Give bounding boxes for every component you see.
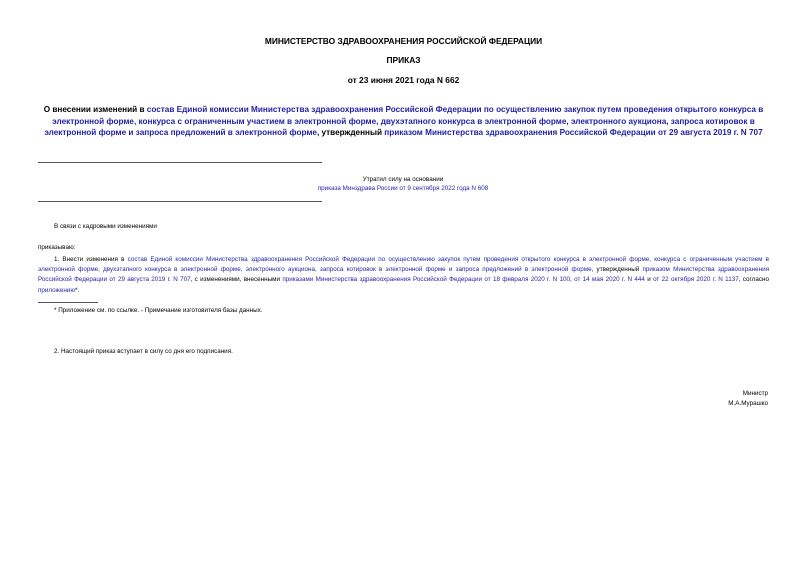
footnote-text: * Приложение см. по ссылке. - Примечание изготовителя базы данных. bbox=[54, 307, 263, 314]
document-title bbox=[40, 104, 767, 139]
document-type: ПРИКАЗ bbox=[386, 55, 421, 65]
paragraph-2: 2. Настоящий приказ вступает в силу со дня его подписания. bbox=[54, 348, 233, 355]
p1-link-order-444[interactable]: от 14 мая 2020 г. N 444 bbox=[574, 276, 645, 284]
status-lost-force: Утратил силу на основании bbox=[362, 176, 444, 183]
p1-text-b: , утвержденный bbox=[591, 266, 643, 274]
p1-text-f: , согласно bbox=[738, 276, 769, 284]
document-date-number: от 23 июня 2021 года N 662 bbox=[347, 75, 460, 85]
title-text-1: О внесении изменений в bbox=[43, 105, 147, 114]
title-link-order-707[interactable]: приказом Министерства здравоохранения Российской Федерации от 29 августа 2019 г. N 707 bbox=[384, 128, 763, 138]
p1-link-composition[interactable]: состав Единой комиссии Министерства здравоохранения Российской Федерации по осуществлению закупок путем проведения открытого конкурса в электронной форме, конкурса с ограниченным участием в электронной форме, двухэтапного конкурса в электронной форме, электронного аукциона, запроса котировок в электронной форме и запроса предложений в электронной форме bbox=[38, 256, 769, 274]
p1-link-order-707[interactable]: приказом Министерства здравоохранения Российской Федерации от 29 августа 2019 г. N 707 bbox=[38, 266, 770, 284]
p1-text-c: , с изменениями, внесенными bbox=[190, 276, 283, 284]
ministry-heading: МИНИСТЕРСТВО ЗДРАВООХРАНЕНИЯ РОССИЙСКОЙ ФЕДЕРАЦИИ bbox=[264, 36, 543, 46]
p1-link-order-100[interactable]: приказами Министерства здравоохранения Российской Федерации от 18 февраля 2020 г. N 100 bbox=[282, 276, 571, 284]
p1-link-appendix[interactable]: приложению bbox=[38, 286, 76, 294]
p1-text-d: , bbox=[570, 276, 575, 284]
signature-name: М.А.Мурашко bbox=[728, 400, 768, 407]
p1-text-g: *. bbox=[75, 286, 80, 294]
p1-text-e: и bbox=[644, 276, 654, 284]
title-text-2: , утвержденный bbox=[316, 128, 385, 138]
p1-link-order-1137[interactable]: от 22 октября 2020 г. N 1137 bbox=[653, 276, 739, 284]
signature-position: Министр bbox=[742, 390, 768, 397]
paragraph-1 bbox=[38, 255, 769, 296]
order-word: приказываю: bbox=[38, 244, 76, 251]
title-link-composition[interactable]: состав Единой комиссии Министерства здравоохранения Российской Федерации по осуществлению закупок путем проведения открытого конкурса в электронной форме, конкурса с ограниченным участием в электронной форме, двухэтапного конкурса в электронной форме, электронного аукциона, запроса котировок в электронной форме и запроса предложений в электронной форме bbox=[44, 105, 764, 138]
p1-text-a: 1. Внести изменения в bbox=[54, 256, 128, 263]
status-link-order-608[interactable]: приказа Минздрава России от 9 сентября 2022 года N 608 bbox=[317, 185, 489, 192]
divider-bottom bbox=[38, 201, 322, 202]
preamble-text: В связи с кадровыми изменениями bbox=[54, 223, 157, 230]
footnote-divider bbox=[38, 302, 98, 303]
divider-top bbox=[38, 162, 322, 163]
